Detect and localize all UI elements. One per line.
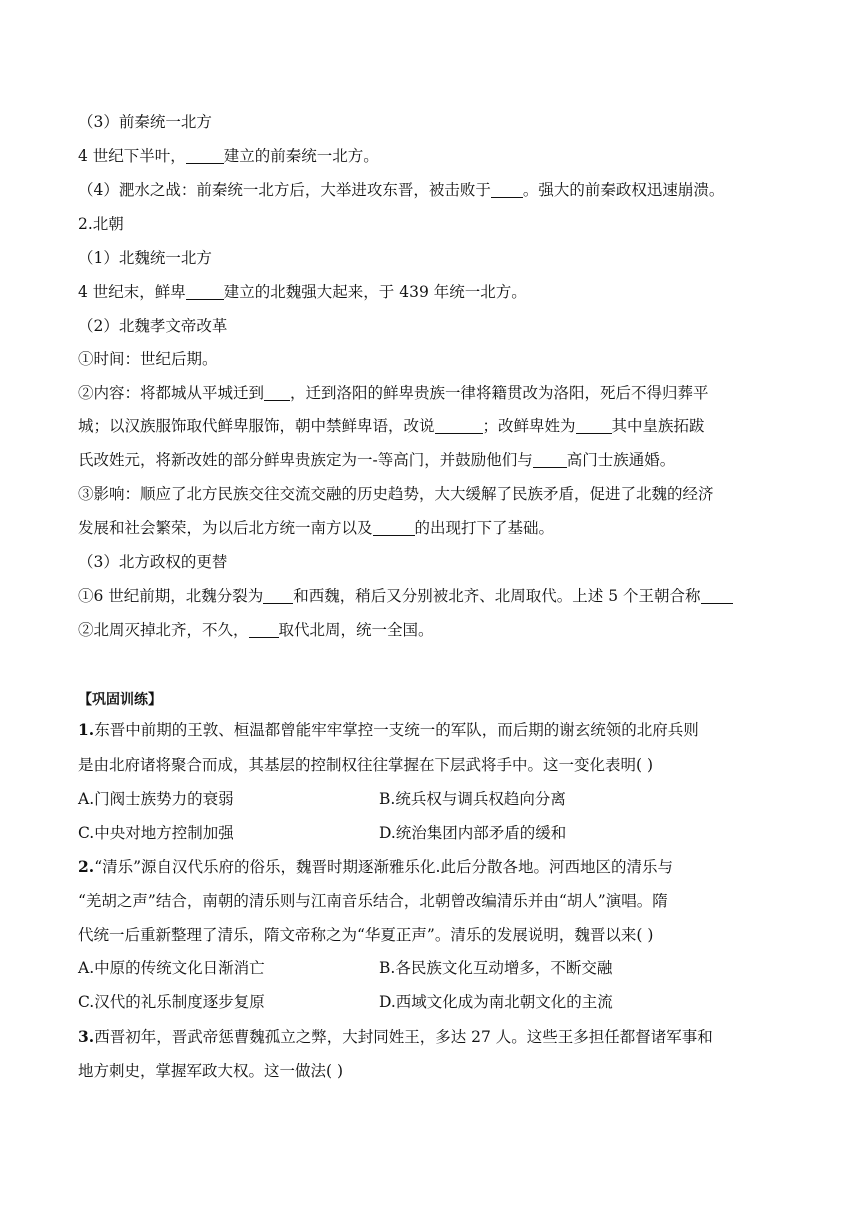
paragraph-qianqin: 4 世纪下半叶， 建立的前秦统一北方。	[78, 147, 379, 165]
question-2-option-d[interactable]: D.西域文化成为南北朝文化的主流	[379, 993, 613, 1011]
fill-blank[interactable]	[373, 519, 415, 536]
paragraph-reform-content-2: 城；以汉族服饰取代鲜卑服饰，朝中禁鲜卑语，改说 ；改鲜卑姓为 其中皇族拓跋	[78, 417, 705, 435]
paragraph-beiwei: 4 世纪末，鲜卑 建立的北魏强大起来，于 439 年统一北方。	[78, 283, 527, 301]
fill-blank[interactable]	[576, 417, 612, 434]
paragraph-regime-change-1: ①6 世纪前期，北魏分裂为 和西魏，稍后又分别被北齐、北周取代。上述 5 个王朝合称	[78, 586, 733, 606]
question-1-option-c[interactable]: C.中央对地方控制加强	[78, 824, 234, 842]
fill-blank[interactable]	[249, 621, 279, 638]
fill-blank[interactable]	[264, 384, 290, 401]
question-2-option-a[interactable]: A.中原的传统文化日渐消亡	[78, 959, 265, 977]
fill-blank[interactable]	[186, 147, 224, 164]
subheading-reform: （2）北魏孝文帝改革	[78, 317, 228, 335]
subheading-beiwei: （1）北魏统一北方	[78, 249, 212, 267]
question-2-line-2: “羌胡之声”结合，南朝的清乐则与江南音乐结合，北朝曾改编清乐并由“胡人”演唱。隋	[78, 892, 668, 910]
paragraph-reform-content-3: 氏改姓元，将新改姓的部分鲜卑贵族定为一-等高门，并鼓励他们与 高门士族通婚。	[78, 451, 676, 469]
question-3-line-1: 3.西晋初年，晋武帝惩曹魏孤立之弊，大封同姓王，多达 27 人。这些王多担任都督诸军事和	[78, 1027, 713, 1046]
question-3-line-2: 地方刺史，掌握军政大权。这一做法( )	[78, 1062, 344, 1080]
question-1-line-1: 1.东晋中前期的王敦、桓温都曾能牢牢掌控一支统一的军队，而后期的谢玄统领的北府兵则	[78, 720, 699, 739]
paragraph-reform-time: ①时间：世纪后期。	[78, 350, 218, 368]
question-1-option-a[interactable]: A.门阀士族势力的衰弱	[78, 790, 234, 808]
paragraph-feishui: （4）淝水之战：前秦统一北方后，大举进攻东晋，被击败于 。强大的前秦政权迅速崩溃。	[78, 181, 725, 199]
question-2-line-3: 代统一后重新整理了清乐，隋文帝称之为“华夏正声”。清乐的发展说明，魏晋以来( )	[78, 926, 654, 944]
question-1-line-2: 是由北府诸将聚合而成，其基层的控制权往往掌握在下层武将手中。这一变化表明( )	[78, 756, 654, 774]
practice-heading: 【巩固训练】	[78, 692, 162, 708]
fill-blank[interactable]	[491, 181, 523, 198]
subheading-qianqin: （3）前秦统一北方	[78, 113, 212, 131]
section-heading-beichao: 2.北朝	[78, 215, 124, 233]
fill-blank[interactable]	[701, 587, 733, 604]
fill-blank[interactable]	[263, 587, 293, 604]
question-1-option-d[interactable]: D.统治集团内部矛盾的缓和	[379, 824, 567, 842]
fill-blank[interactable]	[435, 417, 483, 434]
question-2-option-b[interactable]: B.各民族文化互动增多，不断交融	[379, 959, 613, 977]
question-2-line-1: 2.“清乐”源自汉代乐府的俗乐，魏晋时期逐渐雅乐化.此后分散各地。河西地区的清乐与	[78, 857, 673, 876]
question-2-option-c[interactable]: C.汉代的礼乐制度逐步复原	[78, 993, 265, 1011]
paragraph-regime-change-2: ②北周灭掉北齐，不久， 取代北周，统一全国。	[78, 621, 434, 639]
paragraph-reform-content-1: ②内容：将都城从平城迁到 ，迁到洛阳的鲜卑贵族一律将籍贯改为洛阳，死后不得归葬平	[78, 384, 709, 402]
paragraph-reform-effect-2: 发展和社会繁荣，为以后北方统一南方以及 的出现打下了基础。	[78, 519, 555, 537]
question-1-option-b[interactable]: B.统兵权与调兵权趋向分离	[379, 790, 566, 808]
paragraph-reform-effect-1: ③影响：顺应了北方民族交往交流交融的历史趋势，大大缓解了民族矛盾，促进了北魏的经济	[78, 485, 714, 503]
subheading-regime-change: （3）北方政权的更替	[78, 553, 228, 571]
fill-blank[interactable]	[186, 283, 224, 300]
fill-blank[interactable]	[533, 451, 567, 468]
